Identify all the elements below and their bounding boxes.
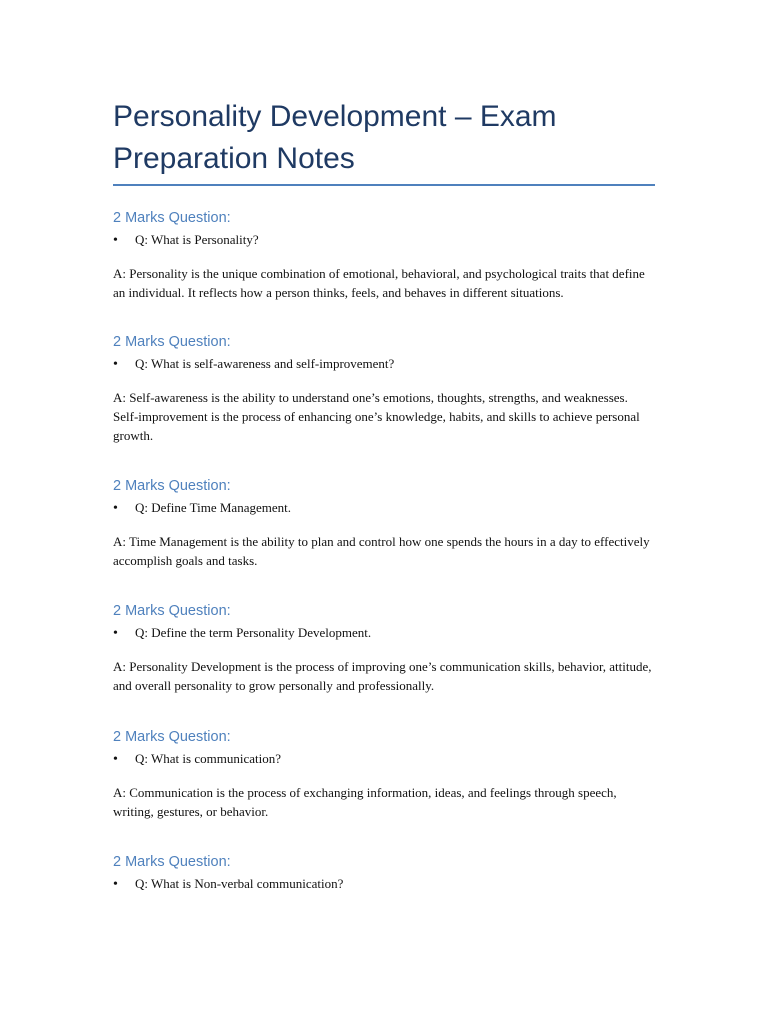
answer-line: A: Communication is the process of exchanging information, ideas, and feelings through speech, writing, gestures, or behavior. [113, 785, 617, 819]
answer-text [113, 388, 655, 445]
section-heading: 2 Marks Question: [113, 729, 231, 745]
question-item [113, 355, 655, 374]
section-heading: 2 Marks Question: [113, 478, 231, 494]
question-section [113, 853, 655, 894]
answer-line: A: Personality Development is the process of improving one’s communication skills, behavior, attitude, and overall personality to grow personally and professionally. [113, 659, 652, 693]
answer-line: A: Self-awareness is the ability to understand one’s emotions, thoughts, strengths, and weaknesses. [113, 390, 628, 405]
document-page [113, 0, 655, 894]
question-section [113, 477, 655, 570]
question-text: Q: What is Personality? [135, 232, 259, 247]
answer-text [113, 657, 655, 695]
section-heading: 2 Marks Question: [113, 603, 231, 619]
question-text: Q: Define the term Personality Development. [135, 625, 372, 640]
question-item [113, 750, 655, 769]
section-heading: 2 Marks Question: [113, 210, 231, 226]
document-title: Personality Development – Exam Preparation Notes [113, 0, 655, 186]
question-text: Q: What is Non-verbal communication? [135, 876, 344, 891]
question-text: Q: What is communication? [135, 751, 281, 766]
bullet-icon: • [113, 877, 118, 892]
bullet-icon: • [113, 626, 118, 641]
section-heading: 2 Marks Question: [113, 854, 231, 870]
question-item [113, 624, 655, 643]
answer-line: A: Personality is the unique combination of emotional, behavioral, and psychological traits that define an individual. It reflects how a person thinks, feels, and behaves in different situations. [113, 266, 645, 300]
answer-text [113, 264, 655, 302]
question-item [113, 499, 655, 518]
question-text: Q: What is self-awareness and self-improvement? [135, 356, 395, 371]
answer-line: A: Time Management is the ability to plan and control how one spends the hours in a day to effectively accomplish goals and tasks. [113, 534, 650, 568]
bullet-icon: • [113, 501, 118, 516]
question-section [113, 209, 655, 302]
question-section [113, 728, 655, 821]
question-text: Q: Define Time Management. [135, 500, 291, 515]
answer-text [113, 532, 655, 570]
bullet-icon: • [113, 752, 118, 767]
answer-line: Self-improvement is the process of enhancing one’s knowledge, habits, and skills to achieve personal growth. [113, 409, 640, 443]
question-item [113, 875, 655, 894]
answer-text [113, 783, 655, 821]
question-section [113, 333, 655, 445]
bullet-icon: • [113, 357, 118, 372]
section-heading: 2 Marks Question: [113, 334, 231, 350]
bullet-icon: • [113, 233, 118, 248]
question-item [113, 231, 655, 250]
question-section [113, 602, 655, 695]
